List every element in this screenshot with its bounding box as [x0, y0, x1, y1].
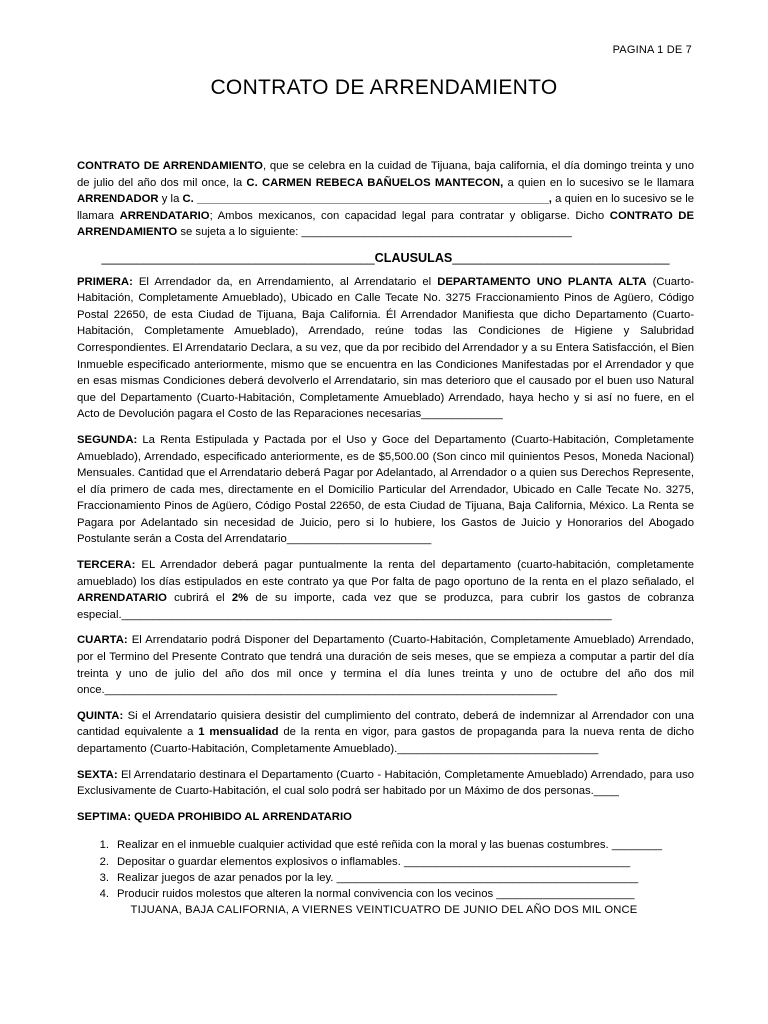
document-title: CONTRATO DE ARRENDAMIENTO: [210, 76, 558, 99]
clause-label: SEGUNDA:: [77, 433, 138, 446]
clause-text: La Renta Estipulada y Pactada por el Uso y Goce del Departamento (Cuarto-Habitación, Completamente Amueblado), Arrendado, especificado anteriormente, es de $5,500.00 (Son cinco mil quinientos Pesos, Moneda Nacional) Mensuales. Cantidad que el Arrendatario deberá Pagar por Adelantado, al Arrendador o a quien sus Derechos Represente, el día primero de cada mes, directamente en el Domicilio Particular del Arrendador, Ubicado en Calle Tecate No. 3275, Fraccionamiento Pinos de Agüero, Código Postal 22650, de esta Ciudad de Tijuana, Baja California, México. La Renta se Pagara por Adelantado sin necesidad de Juicio, pero si lo hubiere, los Gastos de Juicio y Honorarios del Abogado Postulante serán a Costa del Arrendatario_______________________: [77, 433, 694, 546]
contract-label: CONTRATO DE ARRENDAMIENTO: [77, 209, 694, 239]
clause-text: de la renta en vigor, para gastos de propaganda para la nueva renta de dicho departamento (Cuarto-Habitación, Completamente Amueblado).________________________________: [77, 726, 694, 755]
list-item-number: 1.: [99, 839, 109, 852]
list-item-text: Producir ruidos molestos que alteren la normal convivencia con los vecinos ______________________: [117, 887, 635, 900]
intro-text-3: y la: [158, 193, 183, 206]
intro-text-6: se sujeta a lo siguiente: ___________________________________________: [177, 226, 572, 239]
tenant-name-blank: C. ________________________________________________________,: [182, 193, 552, 206]
clauses-label: CLAUSULAS: [374, 250, 453, 265]
clause-sexta: [77, 767, 694, 800]
list-item-number: 3.: [99, 871, 109, 884]
list-item: [77, 854, 694, 870]
intro-text-1: , que se celebra en la cuidad de Tijuana, baja california, el día domingo treinta y uno de julio del año dos mil once, la: [77, 160, 694, 189]
clause-label: QUINTA:: [77, 709, 124, 722]
document-body: [77, 158, 694, 902]
clause-bold: DEPARTAMENTO UNO PLANTA ALTA: [437, 275, 647, 288]
prohibitions-list: [77, 837, 694, 902]
intro-text-2: a quien en lo sucesivo se le llamara: [503, 176, 695, 189]
clause-label: TERCERA:: [77, 559, 136, 572]
arrendador-label: ARRENDADOR: [77, 193, 159, 206]
clause-tercera: [77, 557, 694, 623]
clause-label: CUARTA:: [77, 634, 128, 647]
list-item: [77, 837, 694, 853]
clause-text: El Arrendatario podrá Disponer del Departamento (Cuarto-Habitación, Completamente Amueblado) Arrendado, por el Termino del Presente Contrato que tendrá una duración de seis meses, que se empieza a computar a partir del día treinta y uno de julio del año dos mil once y termina el día lunes treinta y uno de octubre del año dos mil once.________________________________________________________________________: [77, 634, 694, 697]
intro-text-4: a quien en lo sucesivo se le llamara: [77, 193, 695, 222]
clause-text: de su importe, cada vez que se produzca, para cubrir los gastos de cobranza especial.______________________________________________________________________________: [77, 592, 694, 621]
clause-primera: [77, 274, 694, 423]
clause-cuarta: [77, 632, 694, 698]
clause-text: El Arrendatario destinara el Departamento (Cuarto - Habitación, Completamente Amueblado) Arrendado, para uso Exclusivamente de Cuarto-Habitación, el cual solo podrá ser habitado por un Máximo de dos personas.____: [77, 768, 694, 798]
page-number: PAGINA 1 DE 7: [612, 44, 692, 56]
clause-bold: 1 mensualidad: [198, 726, 279, 739]
clause-bold: ARRENDATARIO: [77, 592, 167, 605]
intro-text-5: ; Ambos mexicanos, con capacidad legal para contratar y obligarse. Dicho: [209, 209, 610, 222]
clause-quinta: [77, 708, 694, 758]
clause-text: (Cuarto-Habitación, Completamente Amueblado), Ubicado en Calle Tecate No. 3275 Fraccionamiento Pinos de Agüero, Código Postal 22650, de esta Ciudad de Tijuana, Baja California. Él Arrendador Manifiesta que dicho Departamento (Cuarto-Habitación, Completamente Amueblado), Arrendado, reúne todas las Condiciones de Higiene y Salubridad Correspondientes. El Arrendatario Declara, a su vez, que da por recibido del Arrendador y a su Entera Satisfacción, el Bien Inmueble especificado anteriormente, mismo que se encuentra en las Condiciones Manifestadas por el Arrendador y que en esas mismas Condiciones deberá devolverlo el Arrendatario, sin mas deterioro que el causado por el buen uso Natural que del Departamento (Cuarto-Habitación, Completamente Amueblado) Arrendado, haya hecho y si así no fuere, en el Acto de Devolución pagara el Costo de las Reparaciones necesarias_____________: [77, 275, 695, 421]
list-item-text: Realizar juegos de azar penados por la ley. ________________________________________________: [117, 871, 639, 884]
clauses-header: [77, 250, 694, 267]
list-item-text: Realizar en el inmueble cualquier actividad que esté reñida con la moral y las buenas costumbres. ________: [117, 839, 663, 852]
intro-paragraph: [77, 158, 694, 241]
arrendatario-label: ARRENDATARIO: [119, 209, 210, 222]
list-item-number: 4.: [99, 887, 109, 900]
list-item: [77, 886, 694, 902]
landlord-name: C. CARMEN REBECA BAÑUELOS MANTECON,: [246, 176, 504, 189]
clause-bold: 2%: [231, 592, 249, 605]
clause-septima-title: SEPTIMA: QUEDA PROHIBIDO AL ARRENDATARIO: [77, 810, 352, 823]
list-item: [77, 870, 694, 886]
list-item-number: 2.: [99, 855, 109, 868]
clause-text: El Arrendador da, en Arrendamiento, al Arrendatario el: [132, 275, 438, 288]
clause-text: EL Arrendador deberá pagar puntualmente la renta del departamento (cuarto-habitación, completamente amueblado) los días estipulados en este contrato ya que Por falta de pago oportuno de la renta en el plazo señalado, el: [77, 559, 694, 588]
document-footer: TIJUANA, BAJA CALIFORNIA, A VIERNES VEINTICUATRO DE JUNIO DEL AÑO DOS MIL ONCE: [130, 904, 638, 916]
intro-lead: CONTRATO DE ARRENDAMIENTO: [77, 160, 263, 172]
clause-text: cubrirá el: [166, 592, 232, 605]
clause-label: PRIMERA:: [77, 275, 133, 288]
clauses-line-left: _______________________________________: [101, 250, 375, 265]
clause-text: Si el Arrendatario quisiera desistir del cumplimiento del contrato, deberá de indemnizar al Arrendador con una cantidad equivalente a: [77, 709, 694, 739]
clause-segunda: [77, 432, 694, 548]
list-item-text: Depositar o guardar elementos explosivos o inflamables. ____________________________________: [117, 855, 631, 868]
clauses-line-right: _______________________________: [452, 250, 670, 265]
clause-label: SEXTA:: [77, 768, 118, 781]
